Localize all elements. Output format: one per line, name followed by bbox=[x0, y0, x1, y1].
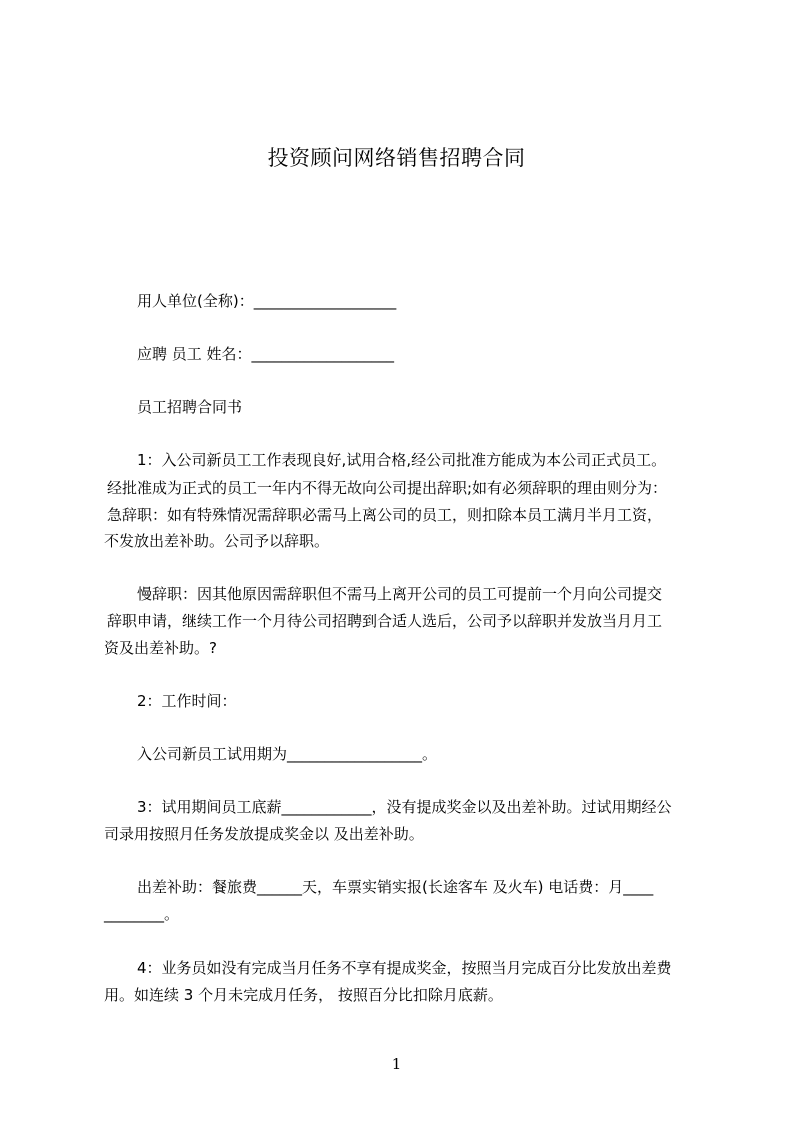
paragraph-4-line-1: 4：业务员如没有完成当月任务不享有提成奖金，按照当月完成百分比发放出差费 bbox=[137, 959, 672, 977]
paragraph-1-line-3: 急辞职：如有特殊情况需辞职必需马上离公司的员工，则扣除本员工满月半月工资， bbox=[107, 506, 663, 524]
page-number: 1 bbox=[391, 1055, 402, 1073]
paragraph-1b-line-2: 辞职申请，继续工作一个月待公司招聘到合适人选后，公司予以辞职并发放当月月工 bbox=[107, 612, 663, 630]
allowance-line-2: ________。 bbox=[104, 905, 180, 923]
paragraph-1-line-2: 经批准成为正式的员工一年内不得无故向公司提出辞职;如有必须辞职的理由则分为： bbox=[107, 479, 668, 497]
paragraph-3-line-2: 司录用按照月任务发放提成奖金以 及出差补助。 bbox=[104, 825, 424, 843]
section-heading: 员工招聘合同书 bbox=[137, 398, 243, 416]
paragraph-4-line-2: 用。如连续 3 个月未完成月任务， 按照百分比扣除月底薪。 bbox=[104, 986, 503, 1004]
paragraph-2: 2：工作时间： bbox=[137, 692, 237, 710]
paragraph-1b-line-3: 资及出差补助。? bbox=[104, 639, 217, 657]
employee-name-field: 应聘 员工 姓名：___________________ bbox=[137, 345, 395, 363]
paragraph-1-line-1: 1：入公司新员工工作表现良好,试用合格,经公司批准方能成为本公司正式员工。 bbox=[137, 451, 667, 469]
paragraph-3-line-1: 3：试用期间员工底薪____________，没有提成奖金以及出差补助。过试用期经公 bbox=[137, 798, 672, 816]
paragraph-1b-line-1: 慢辞职：因其他原因需辞职但不需马上离开公司的员工可提前一个月向公司提交 bbox=[137, 585, 663, 603]
document-title: 投资顾问网络销售招聘合同 bbox=[267, 146, 526, 170]
paragraph-1-line-4: 不发放出差补助。公司予以辞职。 bbox=[104, 532, 330, 550]
allowance-line-1: 出差补助：餐旅费______天，车票实销实报(长途客车 及火车) 电话费：月____ bbox=[137, 878, 654, 896]
probation-period-field: 入公司新员工试用期为__________________。 bbox=[137, 745, 438, 763]
employer-field: 用人单位(全称)：___________________ bbox=[137, 292, 397, 310]
